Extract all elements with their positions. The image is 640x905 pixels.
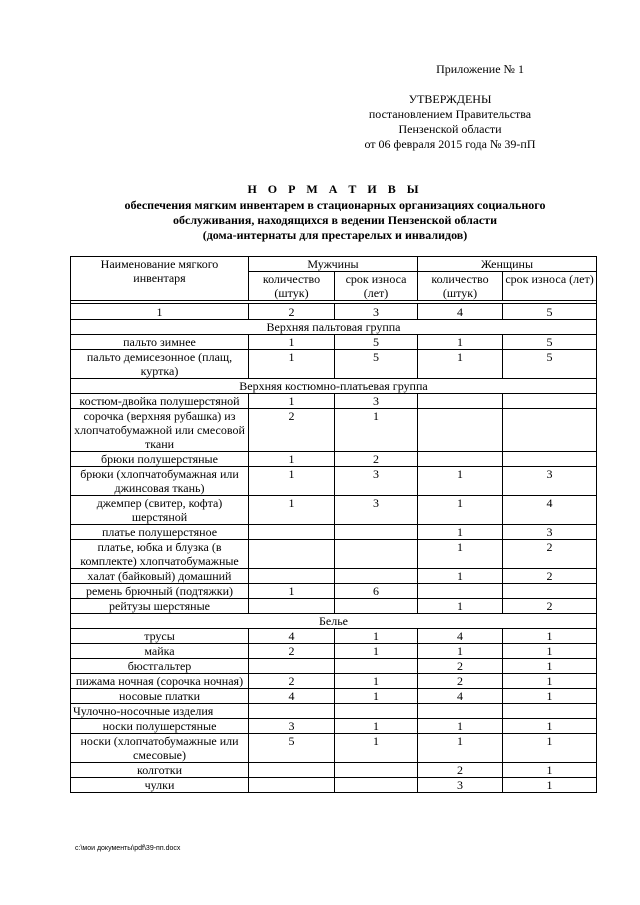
item-name: брюки полушерстяные bbox=[71, 452, 249, 467]
cell-m-qty bbox=[249, 599, 335, 614]
item-name: ремень брючный (подтяжки) bbox=[71, 584, 249, 599]
cell-w-wear: 2 bbox=[503, 599, 597, 614]
cell-w-wear: 1 bbox=[503, 689, 597, 704]
table-row bbox=[71, 644, 597, 659]
cell-w-qty: 1 bbox=[418, 525, 503, 540]
cell-m-wear bbox=[335, 540, 418, 569]
table-row bbox=[71, 584, 597, 599]
cell-m-qty: 1 bbox=[249, 350, 335, 379]
cell-m-wear: 3 bbox=[335, 467, 418, 496]
cell-w-qty: 1 bbox=[418, 569, 503, 584]
approval-block bbox=[330, 62, 570, 152]
cell-m-qty bbox=[249, 763, 335, 778]
table-row bbox=[71, 674, 597, 689]
item-name: платье полушерстяное bbox=[71, 525, 249, 540]
page-title: Н О Р М А Т И В Ы bbox=[247, 182, 423, 196]
cell-m-qty: 2 bbox=[249, 644, 335, 659]
item-name: сорочка (верхняя рубашка) из хлопчатобумажной или смесовой ткани bbox=[71, 409, 249, 452]
table-row bbox=[71, 540, 597, 569]
cell-w-wear: 3 bbox=[503, 467, 597, 496]
cell-w-wear: 2 bbox=[503, 569, 597, 584]
cell-w-qty: 1 bbox=[418, 335, 503, 350]
header-name: Наименование мягкого инвентаря bbox=[71, 257, 249, 301]
cell-m-wear: 1 bbox=[335, 409, 418, 452]
cell-w-wear: 1 bbox=[503, 763, 597, 778]
cell-m-qty bbox=[249, 569, 335, 584]
cell-w-qty bbox=[418, 584, 503, 599]
item-name: пижама ночная (сорочка ночная) bbox=[71, 674, 249, 689]
cell-w-qty bbox=[418, 452, 503, 467]
header-women-wear: срок износа (лет) bbox=[503, 272, 597, 301]
cell-w-qty: 1 bbox=[418, 540, 503, 569]
cell-w-wear: 5 bbox=[503, 335, 597, 350]
item-name: джемпер (свитер, кофта) шерстяной bbox=[71, 496, 249, 525]
cell-w-qty: 4 bbox=[418, 689, 503, 704]
group-title: Верхняя костюмно-платьевая группа bbox=[71, 379, 597, 394]
cell-m-qty: 1 bbox=[249, 467, 335, 496]
cell-m-wear: 5 bbox=[335, 350, 418, 379]
header-men-qty: количество (штук) bbox=[249, 272, 335, 301]
table-row bbox=[71, 452, 597, 467]
header-men-wear: срок износа (лет) bbox=[335, 272, 418, 301]
table-row bbox=[71, 778, 597, 793]
cell-m-wear: 6 bbox=[335, 584, 418, 599]
item-name: пальто демисезонное (плащ, куртка) bbox=[71, 350, 249, 379]
item-name: колготки bbox=[71, 763, 249, 778]
cell-m-qty bbox=[249, 659, 335, 674]
cell-m-wear bbox=[335, 599, 418, 614]
item-name: рейтузы шерстяные bbox=[71, 599, 249, 614]
document-heading bbox=[60, 182, 610, 243]
cell-w-qty bbox=[418, 394, 503, 409]
item-name: майка bbox=[71, 644, 249, 659]
cell-m-qty: 1 bbox=[249, 452, 335, 467]
cell-w-wear: 1 bbox=[503, 659, 597, 674]
approval-line: постановлением Правительства bbox=[368, 107, 532, 121]
cell-m-wear: 5 bbox=[335, 335, 418, 350]
item-name: носки полушерстяные bbox=[71, 719, 249, 734]
table-row bbox=[71, 659, 597, 674]
cell-m-qty: 2 bbox=[249, 674, 335, 689]
norms-table bbox=[70, 256, 597, 793]
table-row bbox=[71, 409, 597, 452]
cell-m-qty bbox=[249, 525, 335, 540]
table-row bbox=[71, 599, 597, 614]
cell-m-qty: 1 bbox=[249, 394, 335, 409]
item-name: халат (байковый) домашний bbox=[71, 569, 249, 584]
cell-m-wear: 3 bbox=[335, 394, 418, 409]
cell-m-wear bbox=[335, 569, 418, 584]
cell-m-wear: 1 bbox=[335, 674, 418, 689]
item-name: брюки (хлопчатобумажная или джинсовая ткань) bbox=[71, 467, 249, 496]
cell-m-qty: 4 bbox=[249, 689, 335, 704]
cell-w-qty: 3 bbox=[418, 778, 503, 793]
cell-w-qty: 2 bbox=[418, 674, 503, 689]
item-name: трусы bbox=[71, 629, 249, 644]
table-row bbox=[71, 763, 597, 778]
group-row bbox=[71, 704, 597, 719]
cell-w-wear: 1 bbox=[503, 644, 597, 659]
cell-w-wear: 1 bbox=[503, 778, 597, 793]
table-row bbox=[71, 335, 597, 350]
cell-w-wear bbox=[503, 452, 597, 467]
cell-w-qty: 1 bbox=[418, 734, 503, 763]
cell-w-wear: 1 bbox=[503, 719, 597, 734]
cell-m-qty bbox=[249, 540, 335, 569]
cell-w-wear: 1 bbox=[503, 734, 597, 763]
group-row bbox=[71, 379, 597, 394]
cell-m-qty: 1 bbox=[249, 335, 335, 350]
cell-w-qty: 2 bbox=[418, 659, 503, 674]
cell-w-qty bbox=[418, 409, 503, 452]
cell-w-qty: 1 bbox=[418, 644, 503, 659]
table-row bbox=[71, 350, 597, 379]
cell-w-wear bbox=[503, 409, 597, 452]
item-name: носовые платки bbox=[71, 689, 249, 704]
header-women: Женщины bbox=[418, 257, 597, 272]
cell-w-wear: 1 bbox=[503, 674, 597, 689]
item-name: костюм-двойка полушерстяной bbox=[71, 394, 249, 409]
heading-line: обслуживания, находящихся в ведении Пензенской области bbox=[173, 213, 497, 227]
table-row bbox=[71, 467, 597, 496]
index-cell: 3 bbox=[335, 304, 418, 320]
cell-m-qty: 1 bbox=[249, 584, 335, 599]
item-name: бюстгальтер bbox=[71, 659, 249, 674]
table-row bbox=[71, 719, 597, 734]
cell-w-wear bbox=[503, 394, 597, 409]
annex-number: Приложение № 1 bbox=[436, 62, 524, 76]
cell-w-wear: 2 bbox=[503, 540, 597, 569]
index-cell: 2 bbox=[249, 304, 335, 320]
table-row bbox=[71, 689, 597, 704]
table-index-row bbox=[71, 304, 597, 320]
heading-line: (дома-интернаты для престарелых и инвалидов) bbox=[202, 228, 468, 242]
cell-m-wear: 1 bbox=[335, 644, 418, 659]
cell-m-wear: 3 bbox=[335, 496, 418, 525]
group-row bbox=[71, 614, 597, 629]
group-title: Верхняя пальтовая группа bbox=[71, 320, 597, 335]
cell-m-wear: 1 bbox=[335, 629, 418, 644]
index-cell: 1 bbox=[71, 304, 249, 320]
cell-m-wear: 1 bbox=[335, 689, 418, 704]
index-cell: 5 bbox=[503, 304, 597, 320]
index-cell: 4 bbox=[418, 304, 503, 320]
cell-m-qty: 2 bbox=[249, 409, 335, 452]
approval-line: от 06 февраля 2015 года № 39-пП bbox=[364, 137, 536, 151]
table-header-row bbox=[71, 257, 597, 272]
cell-m-wear bbox=[335, 525, 418, 540]
cell-w-qty: 1 bbox=[418, 350, 503, 379]
cell-m-qty bbox=[249, 778, 335, 793]
item-name: чулки bbox=[71, 778, 249, 793]
item-name: пальто зимнее bbox=[71, 335, 249, 350]
approval-line: УТВЕРЖДЕНЫ bbox=[408, 92, 492, 106]
item-name: носки (хлопчатобумажные или смесовые) bbox=[71, 734, 249, 763]
group-row bbox=[71, 320, 597, 335]
file-path: c:\мои документы\pdf\39-пп.docx bbox=[75, 845, 181, 852]
cell-m-wear: 1 bbox=[335, 719, 418, 734]
approval-line: Пензенской области bbox=[398, 122, 502, 136]
cell-m-qty: 3 bbox=[249, 719, 335, 734]
header-men: Мужчины bbox=[249, 257, 418, 272]
cell-m-wear: 1 bbox=[335, 734, 418, 763]
table-row bbox=[71, 496, 597, 525]
cell-m-qty: 4 bbox=[249, 629, 335, 644]
cell-w-qty: 1 bbox=[418, 496, 503, 525]
cell-w-wear: 5 bbox=[503, 350, 597, 379]
table-row bbox=[71, 734, 597, 763]
cell-m-wear bbox=[335, 659, 418, 674]
table-row bbox=[71, 569, 597, 584]
item-name: платье, юбка и блузка (в комплекте) хлопчатобумажные bbox=[71, 540, 249, 569]
cell-m-qty: 1 bbox=[249, 496, 335, 525]
cell-m-wear: 2 bbox=[335, 452, 418, 467]
cell-w-wear: 1 bbox=[503, 629, 597, 644]
cell-m-wear bbox=[335, 763, 418, 778]
table-row bbox=[71, 525, 597, 540]
cell-w-qty: 1 bbox=[418, 467, 503, 496]
cell-w-wear: 3 bbox=[503, 525, 597, 540]
table-row bbox=[71, 629, 597, 644]
cell-w-qty: 4 bbox=[418, 629, 503, 644]
cell-m-wear bbox=[335, 778, 418, 793]
header-women-qty: количество (штук) bbox=[418, 272, 503, 301]
cell-w-qty: 2 bbox=[418, 763, 503, 778]
group-title: Чулочно-носочные изделия bbox=[71, 704, 249, 719]
table-row bbox=[71, 394, 597, 409]
group-title: Белье bbox=[71, 614, 597, 629]
cell-w-qty: 1 bbox=[418, 719, 503, 734]
cell-m-qty: 5 bbox=[249, 734, 335, 763]
cell-w-qty: 1 bbox=[418, 599, 503, 614]
heading-line: обеспечения мягким инвентарем в стационарных организациях социального bbox=[124, 198, 546, 212]
cell-w-wear: 4 bbox=[503, 496, 597, 525]
cell-w-wear bbox=[503, 584, 597, 599]
